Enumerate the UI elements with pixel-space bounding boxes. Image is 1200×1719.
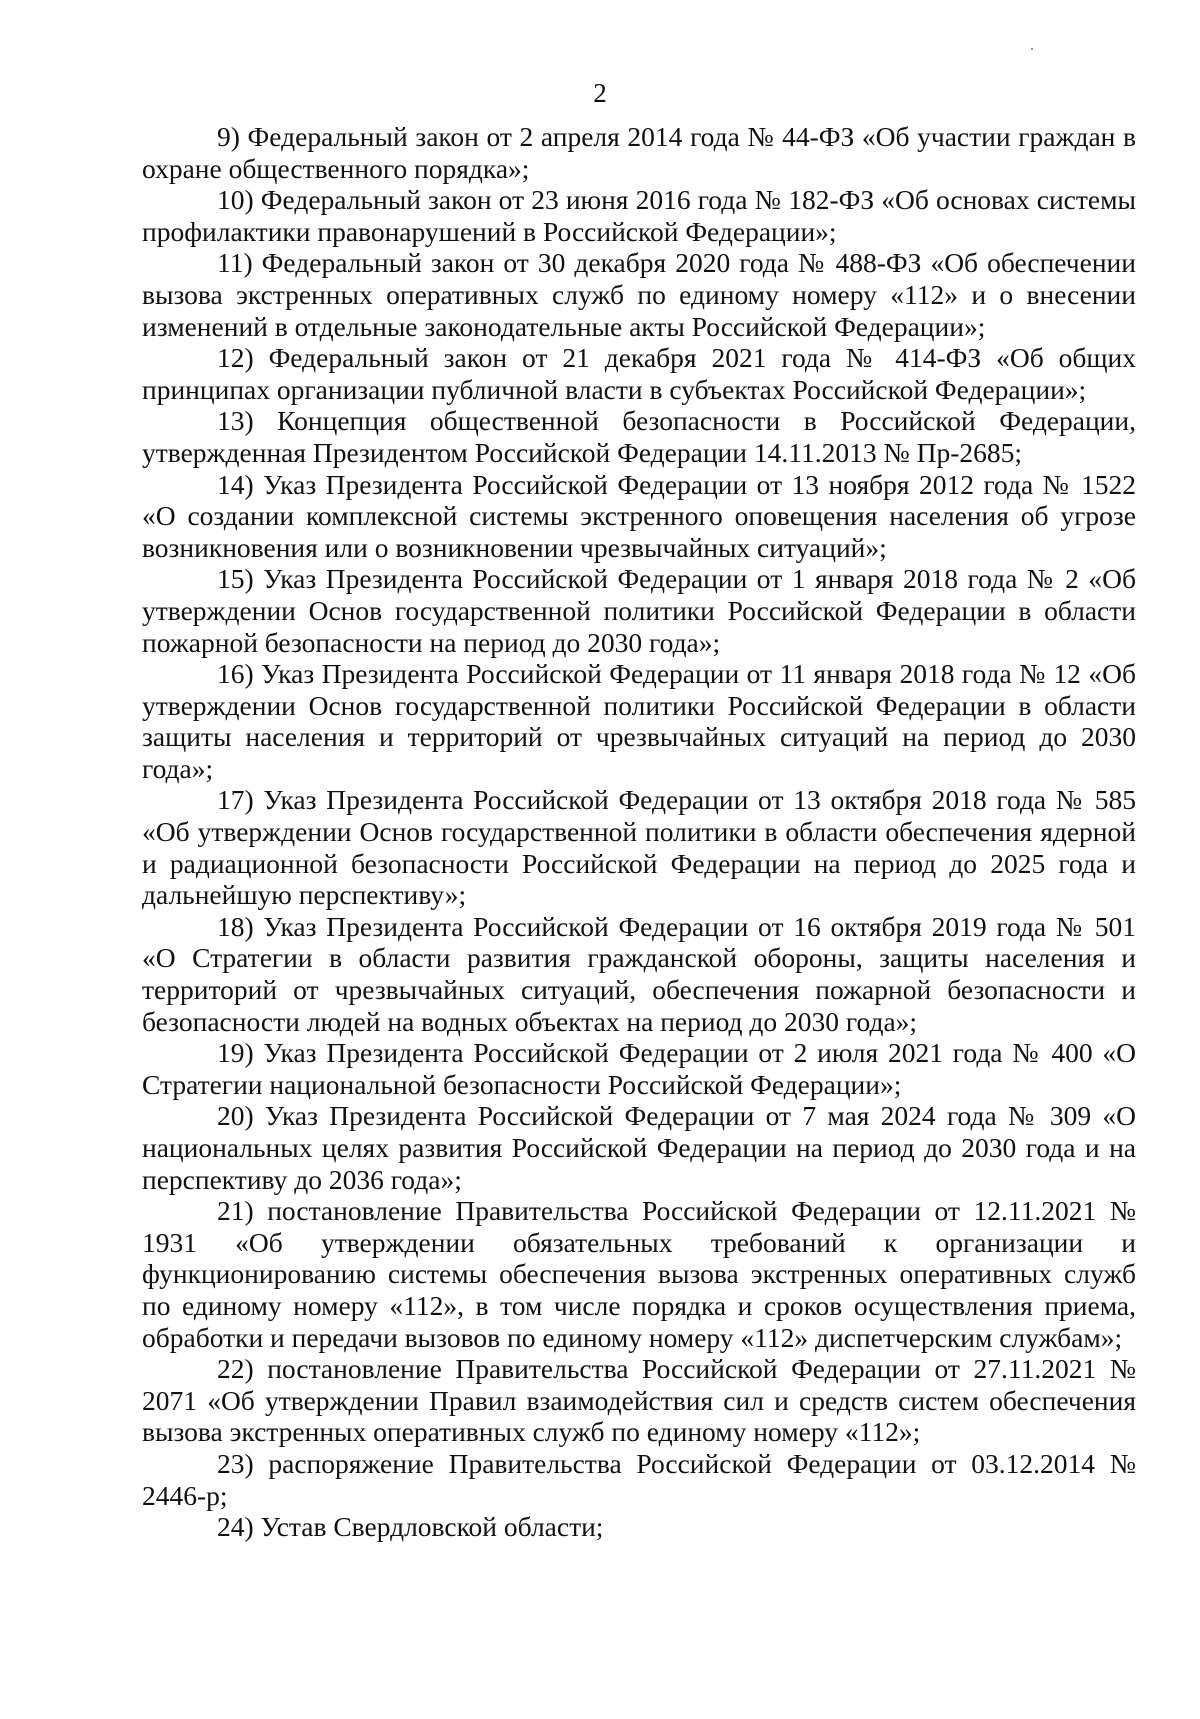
list-item: 20) Указ Президента Российской Федерации от 7 мая 2024 года № 309 «О национальных целях развития Российской Федерации на период до 2030 года и на перспективу до 2036 года»; xyxy=(142,1100,1136,1195)
list-item: 11) Федеральный закон от 30 декабря 2020 года № 488-ФЗ «Об обеспечении вызова экстренных оперативных служб по единому номеру «112» и о внесении изменений в отдельные законодательные акты Российской Федерации»; xyxy=(142,247,1136,342)
legal-acts-list xyxy=(142,121,1136,1543)
list-item: 16) Указ Президента Российской Федерации от 11 января 2018 года № 12 «Об утверждении Основ государственной политики Российской Федерации в области защиты населения и территорий от чрезвычайных ситуаций на период до 2030 года»; xyxy=(142,658,1136,784)
list-item: 10) Федеральный закон от 23 июня 2016 года № 182-ФЗ «Об основах системы профилактики правонарушений в Российской Федерации»; xyxy=(142,184,1136,247)
scan-speck xyxy=(1031,48,1033,50)
list-item: 22) постановление Правительства Российской Федерации от 27.11.2021 № 2071 «Об утверждении Правил взаимодействия сил и средств систем обеспечения вызова экстренных оперативных служб по единому номеру «112»; xyxy=(142,1353,1136,1448)
list-item: 24) Устав Свердловской области; xyxy=(217,1511,604,1543)
list-item: 21) постановление Правительства Российской Федерации от 12.11.2021 № 1931 «Об утверждении обязательных требований к организации и функционированию системы обеспечения вызова экстренных оперативных служб по единому номеру «112», в том числе порядка и сроков осуществления приема, обработки и передачи вызовов по единому номеру «112» диспетчерским службам»; xyxy=(142,1195,1136,1353)
list-item: 19) Указ Президента Российской Федерации от 2 июля 2021 года № 400 «О Стратегии национальной безопасности Российской Федерации»; xyxy=(142,1037,1136,1100)
list-item: 17) Указ Президента Российской Федерации от 13 октября 2018 года № 585 «Об утверждении Основ государственной политики в области обеспечения ядерной и радиационной безопасности Российской Федерации на период до 2025 года и дальнейшую перспективу»; xyxy=(142,784,1136,911)
list-item: 18) Указ Президента Российской Федерации от 16 октября 2019 года № 501 «О Стратегии в области развития гражданской обороны, защиты населения и территорий от чрезвычайных ситуаций, обеспечения пожарной безопасности и безопасности людей на водных объектах на период до 2030 года»; xyxy=(142,910,1136,1037)
list-item: 15) Указ Президента Российской Федерации от 1 января 2018 года № 2 «Об утверждении Основ государственной политики Российской Федерации в области пожарной безопасности на период до 2030 года»; xyxy=(142,563,1136,658)
list-item: 12) Федеральный закон от 21 декабря 2021 года № 414-ФЗ «Об общих принципах организации публичной власти в субъектах Российской Федерации»; xyxy=(142,342,1136,405)
list-item: 23) распоряжение Правительства Российской Федерации от 03.12.2014 № 2446-р; xyxy=(142,1447,1136,1511)
page-number: 2 xyxy=(593,78,607,108)
list-item: 14) Указ Президента Российской Федерации от 13 ноября 2012 года № 1522 «О создании комплексной системы экстренного оповещения населения об угрозе возникновения или о возникновении чрезвычайных ситуаций»; xyxy=(142,468,1136,563)
list-item: 13) Концепция общественной безопасности в Российской Федерации, утвержденная Президентом Российской Федерации 14.11.2013 № Пр-2685; xyxy=(142,405,1136,468)
list-item: 9) Федеральный закон от 2 апреля 2014 года № 44-ФЗ «Об участии граждан в охране общественного порядка»; xyxy=(142,121,1136,184)
